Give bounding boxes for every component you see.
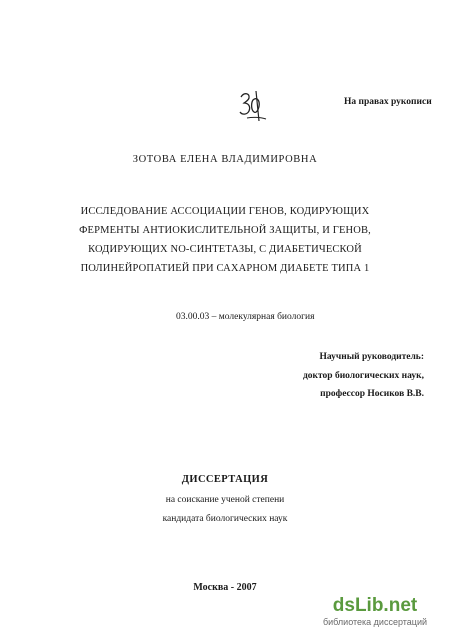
rights-notice: На правах рукописи <box>344 97 432 107</box>
title-line: ПОЛИНЕЙРОПАТИЕЙ ПРИ САХАРНОМ ДИАБЕТЕ ТИПА 1 <box>80 263 370 274</box>
author-name: ЗОТОВА ЕЛЕНА ВЛАДИМИРОВНА <box>132 154 318 165</box>
advisor-role: Научный руководитель: <box>319 352 424 362</box>
scientific-advisor-block <box>303 348 424 404</box>
title-line: ФЕРМЕНТЫ АНТИОКИСЛИТЕЛЬНОЙ ЗАЩИТЫ, И ГЕНОВ, <box>79 225 371 236</box>
dissertation-heading: ДИССЕРТАЦИЯ <box>181 474 269 485</box>
degree-block <box>0 491 450 528</box>
advisor-name: профессор Носиков В.В. <box>320 389 424 399</box>
title-line: ИССЛЕДОВАНИЕ АССОЦИАЦИИ ГЕНОВ, КОДИРУЮЩИХ <box>80 206 370 217</box>
handwritten-signature-mark <box>238 88 268 124</box>
dslib-subtitle: библиотека диссертаций <box>322 617 427 627</box>
advisor-degree: доктор биологических наук, <box>302 370 424 381</box>
degree-line: на соискание ученой степени <box>165 495 285 505</box>
specialty-code: 03.00.03 – молекулярная биология <box>176 312 315 322</box>
dslib-watermark[interactable] <box>310 596 440 627</box>
degree-line: кандидата биологических наук <box>162 513 288 524</box>
dslib-logo: dsLib.net <box>332 595 418 616</box>
dissertation-title <box>0 202 450 278</box>
title-line: КОДИРУЮЩИХ NO-СИНТЕТАЗЫ, С ДИАБЕТИЧЕСКОЙ <box>88 244 362 255</box>
city-year: Москва - 2007 <box>193 582 257 593</box>
